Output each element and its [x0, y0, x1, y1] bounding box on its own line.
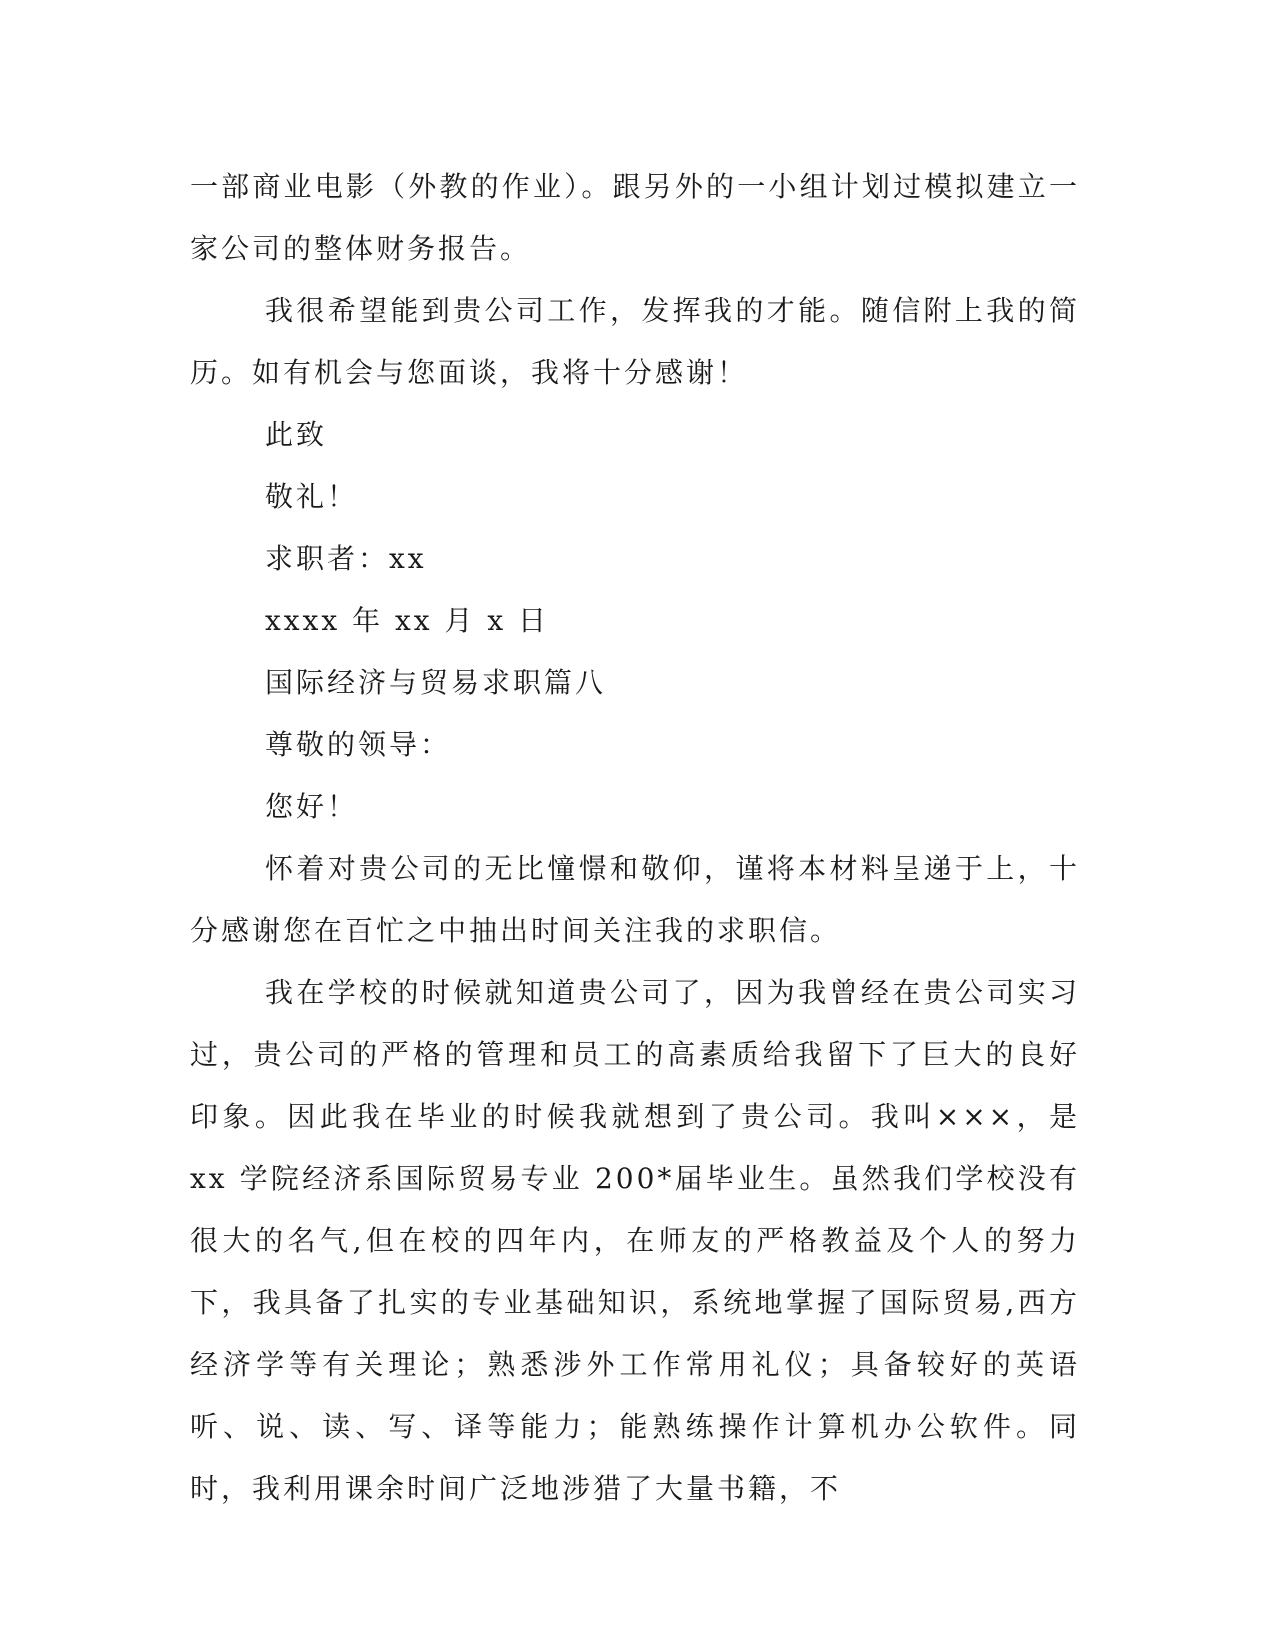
body-paragraph-1: 怀着对贵公司的无比憧憬和敬仰，谨将本材料呈递于上，十分感谢您在百忙之中抽出时间关注我的求职信。 — [190, 852, 1080, 947]
closing-ci-zhi: 此致 — [265, 418, 328, 451]
salutation: 尊敬的领导： — [265, 728, 452, 761]
closing-jing-li: 敬礼！ — [265, 480, 359, 513]
paragraph-continuation: 一部商业电影（外教的作业）。跟另外的一小组计划过模拟建立一家公司的整体财务报告。 — [190, 170, 1080, 265]
body-paragraph-2: 我在学校的时候就知道贵公司了，因为我曾经在贵公司实习过，贵公司的严格的管理和员工的高素质给我留下了巨大的良好印象。因此我在毕业的时候我就想到了贵公司。我叫×××，是 xx 学院经济系国际贸易专业 200*届毕业生。虽然我们学校没有很大的名气,但在校的四年内，在师友的严格教益及个人的努力下，我具备了扎实的专业基础知识，系统地掌握了国际贸易,西方经济学等有关理论；熟悉涉外工作常用礼仪；具备较好的英语听、说、读、写、译等能力；能熟练操作计算机办公软件。同时，我利用课余时间广泛地涉猎了大量书籍，不 — [190, 976, 1080, 1505]
closing-applicant: 求职者：xx — [265, 542, 427, 575]
section-title: 国际经济与贸易求职篇八 — [265, 666, 607, 699]
closing-date: xxxx 年 xx 月 x 日 — [265, 604, 550, 637]
paragraph-hope: 我很希望能到贵公司工作，发挥我的才能。随信附上我的简历。如有机会与您面谈，我将十分感谢！ — [190, 294, 1080, 389]
greeting: 您好！ — [265, 790, 359, 823]
document-body — [190, 156, 1080, 1520]
